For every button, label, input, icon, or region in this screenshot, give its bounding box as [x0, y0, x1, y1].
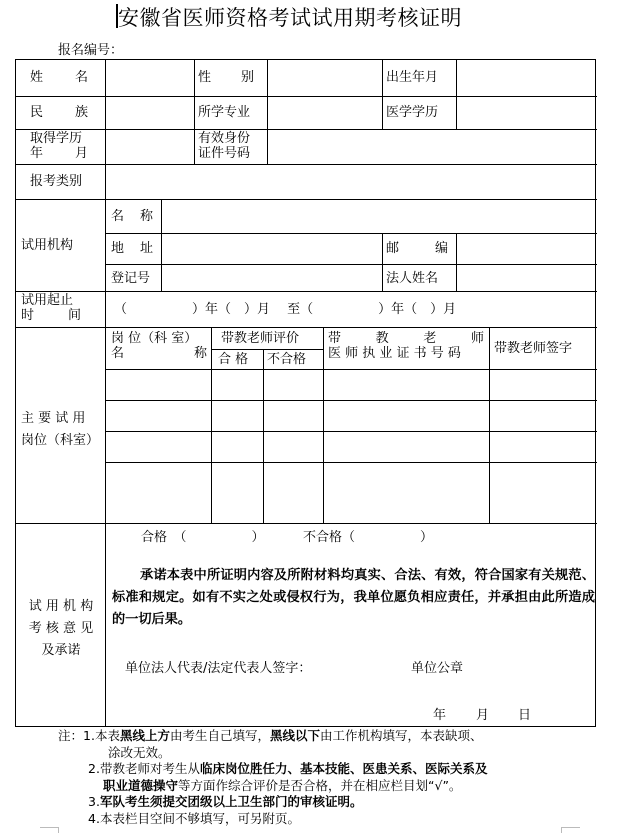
pass-option[interactable]: 合格 （ ） — [141, 530, 265, 545]
note-1-cont: 涂改无效。 — [108, 744, 171, 760]
notes — [58, 728, 487, 827]
signature-cell[interactable] — [490, 463, 597, 493]
dept-name-cell[interactable] — [106, 494, 211, 523]
seal-label: 单位公章 — [411, 661, 464, 676]
signature-cell[interactable] — [490, 370, 597, 400]
fail-option[interactable]: 不合格（ ） — [303, 530, 434, 545]
exam-category-field[interactable] — [106, 165, 597, 199]
name-label: 姓 名 — [30, 70, 88, 85]
dept-name-cell[interactable] — [106, 401, 211, 431]
exam-category-label: 报考类别 — [30, 174, 83, 189]
page-corner-mark-right — [562, 827, 580, 828]
degree-date-label: 取得学历 年 月 — [30, 131, 88, 161]
dept-name-cell[interactable] — [106, 370, 211, 400]
gender-label: 性 别 — [198, 70, 254, 85]
license-number-cell[interactable] — [324, 432, 489, 462]
col-pass-header: 合 格 — [218, 352, 249, 367]
ethnicity-field[interactable] — [106, 97, 194, 129]
note-1: 注：1.本表黑线上方由考生自己填写，黑线以下由工作机构填写，本表缺项、 — [58, 728, 483, 743]
period-field[interactable]: （ ）年（ ）月 至（ ）年（ ）月 — [114, 302, 457, 317]
date-day: 日 — [518, 708, 532, 723]
legal-person-label: 法人姓名 — [386, 271, 439, 286]
medical-degree-label: 医学学历 — [386, 105, 439, 120]
license-number-cell[interactable] — [324, 401, 489, 431]
page-corner-mark-left-v — [58, 827, 59, 833]
col-fail-header: 不合格 — [267, 352, 307, 367]
page-corner-mark-right-v — [561, 827, 562, 833]
address-field[interactable] — [162, 234, 382, 264]
page-corner-mark-left — [40, 827, 58, 828]
legal-person-field[interactable] — [457, 265, 597, 291]
col-eval-header: 带教老师评价 — [221, 331, 300, 346]
dept-name-cell[interactable] — [106, 463, 211, 493]
page-title: 安徽省医师资格考试试用期考核证明 — [118, 6, 462, 30]
date-year: 年 — [433, 708, 447, 723]
degree-date-field[interactable] — [106, 130, 194, 164]
pledge-text: 承诺本表中所证明内容及所附材料均真实、合法、有效，符合国家有关规范、标准和规定。如有不实之处或侵权行为，我单位愿负相应责任，并承担由此所造成的一切后果。 — [112, 568, 595, 627]
note-2: 2.带教老师对考生从临床岗位胜任力、基本技能、医患关系、医际关系及 — [88, 761, 488, 776]
ethnicity-label: 民 族 — [30, 105, 88, 120]
signature-cell[interactable] — [490, 432, 597, 462]
postcode-field[interactable] — [457, 234, 597, 264]
institution-section-label: 试用机构 — [21, 238, 74, 253]
col-signature-header: 带教老师签字 — [494, 341, 573, 356]
registration-label: 登记号 — [111, 271, 151, 286]
assessment-section-label: 试 用 机 构 考 核 意 见 及承诺 — [28, 599, 94, 658]
note-3: 3.军队考生须提交团级以上卫生部门的审核证明。 — [88, 794, 363, 809]
id-number-field[interactable] — [268, 130, 597, 164]
date-month: 月 — [476, 708, 490, 723]
institution-name-label: 名 称 — [111, 209, 153, 224]
fail-cell[interactable] — [264, 463, 323, 493]
registration-number-label: 报名编号： — [58, 43, 124, 58]
medical-degree-field[interactable] — [457, 97, 597, 129]
pass-cell[interactable] — [212, 370, 263, 400]
major-label: 所学专业 — [198, 105, 251, 120]
postcode-label: 邮 编 — [386, 241, 448, 256]
fail-cell[interactable] — [264, 494, 323, 523]
note-2-cont: 职业道德操守等方面作综合评价是否合格，并在相应栏目划“√”。 — [103, 777, 462, 793]
col-dept-header: 岗 位（科 室） 名 称 — [111, 331, 207, 361]
birth-date-label: 出生年月 — [386, 70, 439, 85]
pass-cell[interactable] — [212, 401, 263, 431]
gender-field[interactable] — [268, 60, 382, 96]
birth-date-field[interactable] — [457, 60, 597, 96]
posts-section-label: 主 要 试 用 岗位（科室） — [21, 411, 100, 448]
license-number-cell[interactable] — [324, 463, 489, 493]
col-license-header: 带 教 老 师 医 师 执 业 证 书 号 码 — [328, 331, 484, 361]
id-number-label: 有效身份 证件号码 — [198, 131, 251, 161]
major-field[interactable] — [268, 97, 382, 129]
signature-label: 单位法人代表/法定代表人签字： — [125, 661, 312, 676]
form-table — [15, 59, 596, 727]
dept-name-cell[interactable] — [106, 432, 211, 462]
registration-field[interactable] — [162, 265, 382, 291]
period-label: 试用起止 时 间 — [21, 293, 81, 323]
license-number-cell[interactable] — [324, 370, 489, 400]
fail-cell[interactable] — [264, 432, 323, 462]
license-number-cell[interactable] — [324, 494, 489, 523]
note-4: 4.本表栏目空间不够填写，可另附页。 — [88, 810, 300, 826]
name-field[interactable] — [106, 60, 194, 96]
fail-cell[interactable] — [264, 401, 323, 431]
institution-name-field[interactable] — [162, 200, 597, 233]
signature-cell[interactable] — [490, 401, 597, 431]
pass-cell[interactable] — [212, 432, 263, 462]
fail-cell[interactable] — [264, 370, 323, 400]
pass-cell[interactable] — [212, 463, 263, 493]
address-label: 地 址 — [111, 241, 153, 256]
signature-cell[interactable] — [490, 494, 597, 523]
pass-cell[interactable] — [212, 494, 263, 523]
